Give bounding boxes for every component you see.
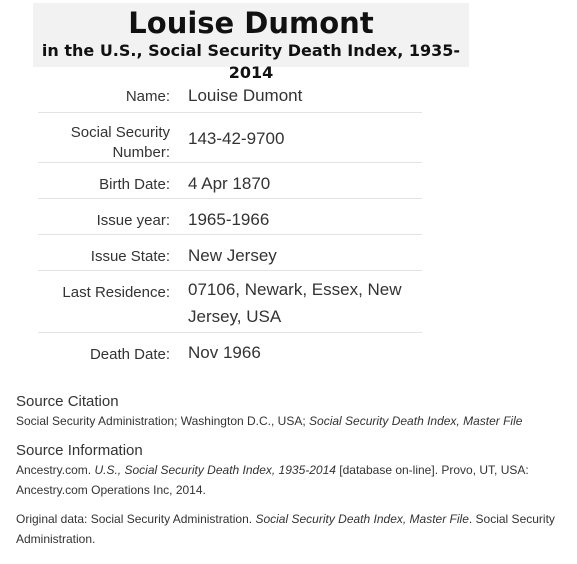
person-name-title: Louise Dumont xyxy=(128,6,374,40)
record-header xyxy=(33,3,469,82)
last-residence-value: 07106, Newark, Essex, New Jersey, USA xyxy=(188,280,402,326)
source-info-plain-a: Ancestry.com. xyxy=(16,463,95,477)
source-info-italic: U.S., Social Security Death Index, 1935-2014 xyxy=(94,463,336,477)
source-citation-heading: Source Citation xyxy=(16,393,119,410)
issue-year-label: Issue year: xyxy=(96,212,170,229)
ssn-value: 143-42-9700 xyxy=(188,129,285,148)
record-details-table xyxy=(38,78,422,371)
table-row xyxy=(38,235,422,271)
source-citation-plain: Social Security Administration; Washington D.C., USA; xyxy=(16,414,310,428)
table-row xyxy=(38,78,422,113)
source-information-paragraph xyxy=(16,460,571,500)
issue-state-value: New Jersey xyxy=(188,246,277,265)
source-info-plain-c: [database on-line]. Provo, UT, USA: Ancestry.com Operations Inc, 2014. xyxy=(16,463,529,497)
source-citation-italic: Social Security Death Index, Master File xyxy=(309,414,523,428)
death-date-value: Nov 1966 xyxy=(188,343,261,362)
last-residence-label: Last Residence: xyxy=(62,284,170,301)
death-date-label: Death Date: xyxy=(89,346,170,363)
table-row xyxy=(38,113,422,163)
ssn-label: Social Security Number: xyxy=(70,124,170,161)
source-citation-text xyxy=(16,411,571,431)
birth-date-value: 4 Apr 1870 xyxy=(188,174,271,193)
source-information-heading: Source Information xyxy=(16,442,143,459)
name-label: Name: xyxy=(125,88,170,105)
table-row xyxy=(38,163,422,199)
table-row xyxy=(38,271,422,333)
original-data-plain-a: Original data: Social Security Administration. xyxy=(16,512,256,526)
issue-year-value: 1965-1966 xyxy=(188,210,270,229)
collection-title: in the U.S., Social Security Death Index, 1935-2014 xyxy=(41,41,461,82)
table-row xyxy=(38,333,422,371)
source-section xyxy=(16,392,571,549)
name-value: Louise Dumont xyxy=(188,86,303,105)
table-row xyxy=(38,199,422,235)
issue-state-label: Issue State: xyxy=(90,248,170,265)
original-data-plain-c: . Social Security Administration. xyxy=(16,512,555,546)
birth-date-label: Birth Date: xyxy=(99,176,170,193)
original-data-italic: Social Security Death Index, Master File xyxy=(255,512,469,526)
original-data-paragraph xyxy=(16,509,571,549)
